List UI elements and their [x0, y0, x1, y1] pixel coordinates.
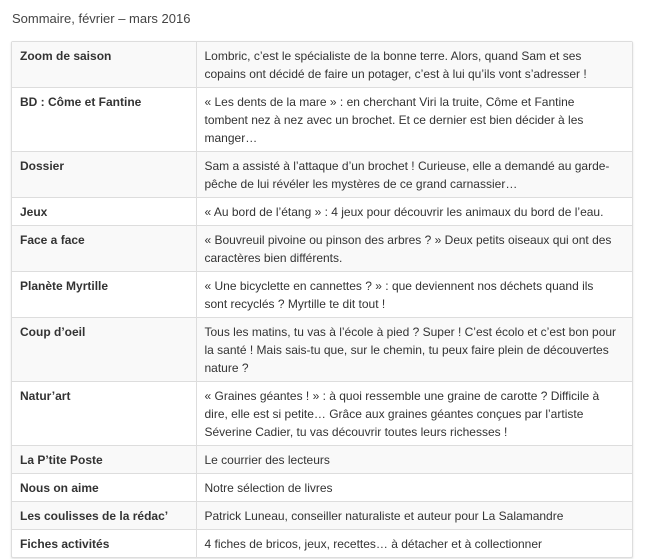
section-description: 4 fiches de bricos, jeux, recettes… à détacher et à collectionner	[196, 530, 632, 558]
table-row	[12, 318, 632, 382]
table-row	[12, 474, 632, 502]
section-title: Nous on aime	[12, 474, 196, 502]
section-description: « Une bicyclette en cannettes ? » : que deviennent nos déchets quand ils sont recyclés ? Myrtille te dit tout !	[196, 272, 632, 318]
section-title: Face a face	[12, 226, 196, 272]
section-description: Patrick Luneau, conseiller naturaliste et auteur pour La Salamandre	[196, 502, 632, 530]
section-description: « Au bord de l’étang » : 4 jeux pour découvrir les animaux du bord de l’eau.	[196, 198, 632, 226]
table-row	[12, 446, 632, 474]
section-description: Le courrier des lecteurs	[196, 446, 632, 474]
section-title: Zoom de saison	[12, 42, 196, 88]
section-title: Coup d’oeil	[12, 318, 196, 382]
section-description: « Graines géantes ! » : à quoi ressemble une graine de carotte ? Difficile à dire, elle est si petite… Grâce aux graines géantes conçues par l’artiste Séverine Cadier, tu vas découvrir toutes leurs richesses !	[196, 382, 632, 446]
section-title: Jeux	[12, 198, 196, 226]
section-title: Natur’art	[12, 382, 196, 446]
table-row	[12, 226, 632, 272]
section-description: Tous les matins, tu vas à l’école à pied ? Super ! C’est écolo et c’est bon pour la santé ! Mais sais-tu que, sur le chemin, tu peux faire plein de découvertes nature ?	[196, 318, 632, 382]
section-description: Notre sélection de livres	[196, 474, 632, 502]
section-description: Sam a assisté à l’attaque d’un brochet ! Curieuse, elle a demandé au garde-pêche de lui révéler les mystères de ce grand carnassier…	[196, 152, 632, 198]
section-title: La P’tite Poste	[12, 446, 196, 474]
table-row	[12, 272, 632, 318]
table-row	[12, 42, 632, 88]
section-title: Fiches activités	[12, 530, 196, 558]
section-description: « Les dents de la mare » : en cherchant Viri la truite, Côme et Fantine tombent nez à nez avec un brochet. Et ce dernier est bien décider à les manger…	[196, 88, 632, 152]
summary-table	[11, 41, 633, 558]
table-caption: Sommaire, février – mars 2016	[12, 11, 191, 26]
section-title: Dossier	[12, 152, 196, 198]
section-title: Les coulisses de la rédac’	[12, 502, 196, 530]
table-row	[12, 382, 632, 446]
table-row	[12, 502, 632, 530]
section-title: Planète Myrtille	[12, 272, 196, 318]
table-row	[12, 88, 632, 152]
section-description: Lombric, c’est le spécialiste de la bonne terre. Alors, quand Sam et ses copains ont décidé de faire un potager, c’est à lui qu’ils vont s’adresser !	[196, 42, 632, 88]
section-description: « Bouvreuil pivoine ou pinson des arbres ? » Deux petits oiseaux qui ont des caractères bien différents.	[196, 226, 632, 272]
table-row	[12, 198, 632, 226]
section-title: BD : Côme et Fantine	[12, 88, 196, 152]
table-row	[12, 152, 632, 198]
table-row	[12, 530, 632, 558]
